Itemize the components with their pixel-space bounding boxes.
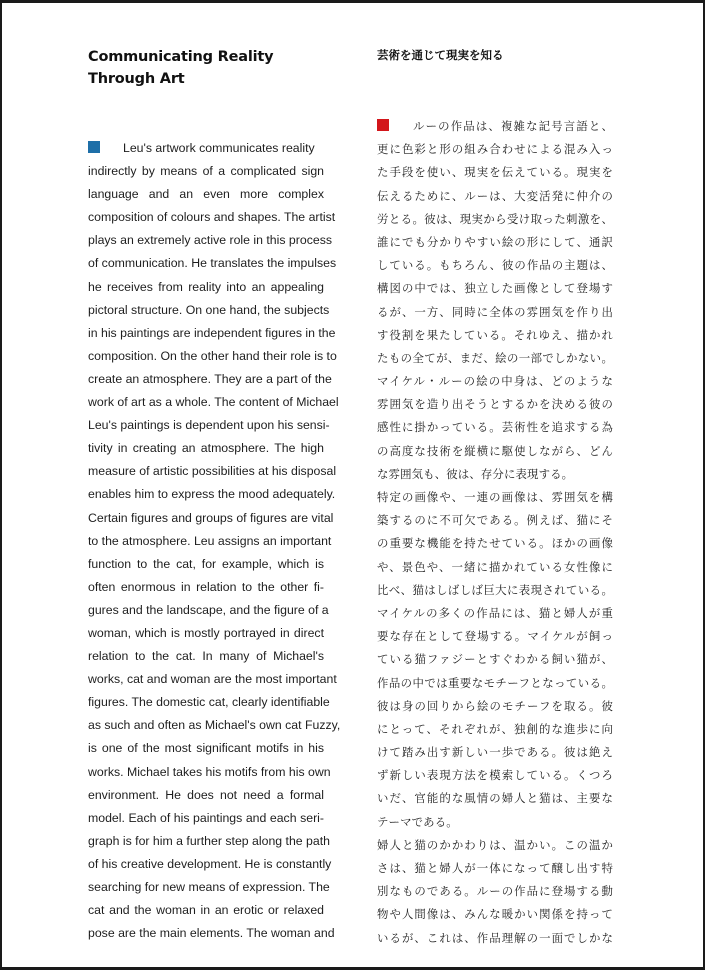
japanese-text-line: 築するのに不可欠である。例えば、猫にそ [377, 513, 613, 528]
english-title-line-1: Communicating Reality [88, 49, 274, 65]
english-text-line: woman, which is mostly portrayed in direct [88, 625, 324, 640]
english-text-line: environment. He does not need a formal [88, 787, 324, 802]
english-text-line: searching for new means of expression. The [88, 880, 330, 894]
english-text-line: works, cat and woman are the most important [88, 672, 337, 687]
blue-square-marker-icon [88, 141, 100, 153]
english-text-line: composition of colours and shapes. The artist [88, 210, 336, 225]
english-text-line: graph is for him a further step along the path [88, 833, 330, 848]
japanese-text-line: の高度な技術を縦横に駆使しながら、どん [377, 443, 613, 458]
japanese-text-line: な雰囲気も、彼は、存分に表現する。 [377, 466, 574, 481]
english-text-line: relation to the cat. In many of Michael's [88, 649, 324, 664]
english-title-line-2: Through Art [88, 71, 185, 87]
english-text-line: measure of artistic possibilities at his disposal [88, 464, 337, 479]
japanese-text-line: たもの全てが、まだ、絵の一部でしかない。 [377, 350, 613, 365]
english-text-line: Certain figures and groups of figures are vital [88, 510, 334, 525]
english-text-line: model. Each of his paintings and each seri- [88, 810, 324, 825]
english-text-line: indirectly by means of a complicated sign [88, 164, 324, 179]
japanese-text-line: している。もちろん、彼の作品の主題は、 [377, 258, 613, 273]
english-text-column [88, 137, 341, 945]
english-text-line: create an atmosphere. They are a part of the [88, 371, 332, 386]
japanese-text-line: や、景色や、一緒に描かれている女性像に [377, 559, 613, 574]
english-text-line: tivity in creating an atmosphere. The high [88, 441, 324, 456]
english-text-line: work of art as a whole. The content of Michael [88, 395, 339, 410]
japanese-text-line: 彼は身の回りから絵のモチーフを取る。彼 [377, 698, 613, 713]
english-text-line: Leu's artwork communicates reality [88, 137, 324, 160]
japanese-text-line: 別なものである。ルーの作品に登場する動 [377, 884, 613, 899]
japanese-text-line: 婦人と猫のかかわりは、温かい。この温か [377, 837, 613, 852]
english-text-line: in his paintings are independent figures in the [88, 325, 336, 340]
english-text-line: he receives from reality into an appealing [88, 279, 324, 294]
english-text-line: enables him to express the mood adequately. [88, 487, 336, 502]
japanese-text-line: 伝えるために、ルーは、大変活発に仲介の [377, 188, 613, 203]
english-text-line: as such and often as Michael's own cat Fuzzy, [88, 718, 341, 733]
english-text-line: pose are the main elements. The woman and [88, 926, 335, 941]
english-text-line: language and an even more complex [88, 187, 324, 202]
japanese-text-line: 特定の画像や、一連の画像は、雰囲気を構 [377, 490, 613, 504]
english-text-line: pictoral structure. On one hand, the subjects [88, 302, 330, 317]
japanese-text-line: 物や人間像は、みんな暖かい関係を持って [377, 907, 613, 922]
english-text-line: composition. On the other hand their role is to [88, 348, 337, 363]
japanese-text-line: 要な存在として登場する。マイケルが飼っ [377, 629, 613, 644]
japanese-text-line: マイケルの多くの作品には、猫と婦人が重 [377, 605, 613, 620]
english-text-line: cat and the woman in an erotic or relaxed [88, 903, 324, 918]
english-text-line: to the atmosphere. Leu assigns an important [88, 533, 332, 548]
japanese-text-line: 誰にでも分かりやすい絵の形にして、通訳 [377, 234, 613, 249]
english-text-line: function to the cat, for example, which is [88, 556, 324, 571]
english-text-line: figures. The domestic cat, clearly identifiable [88, 695, 330, 710]
english-text-line: is one of the most significant motifs in his [88, 741, 324, 756]
japanese-text-line: 比べ、猫はしばしば巨大に表現されている。 [377, 582, 613, 597]
english-text-line: of communication. He translates the impulses [88, 256, 337, 271]
english-title [88, 46, 273, 90]
english-text-line: gures and the landscape, and the figure of a [88, 602, 329, 617]
english-text-line: plays an extremely active role in this process [88, 233, 332, 248]
japanese-title: 芸術を通じて現実を知る [377, 48, 504, 62]
japanese-text-line: 作品の中では重要なモチーフとなっている。 [377, 675, 613, 690]
japanese-text-line: 感性に掛かっている。芸術性を追求する為 [377, 420, 613, 435]
english-text-line: Leu's paintings is dependent upon his sensi- [88, 418, 330, 433]
japanese-text-line: 雰囲気を造り出そうとするかを決める彼の [377, 397, 613, 412]
japanese-text-line: けて踏み出す新しい一歩である。彼は絶え [377, 745, 613, 760]
japanese-text-line: 労とる。彼は、現実から受け取った刺激を、 [377, 211, 613, 226]
japanese-text-column [377, 115, 613, 950]
red-square-marker-icon [377, 119, 389, 131]
japanese-text-line: ルーの作品は、複雑な記号言語と、 [377, 115, 613, 138]
japanese-text-line: す役割を果たしている。それゆえ、描かれ [377, 327, 613, 342]
english-text-line: often enormous in relation to the other fi- [88, 579, 324, 594]
japanese-text-line: にとって、それぞれが、独創的な進歩に向 [377, 721, 613, 736]
english-text-line: of his creative development. He is constantly [88, 856, 332, 871]
japanese-text-line: ず新しい表現方法を模索している。くつろ [377, 768, 613, 783]
japanese-text-line: た手段を使い、現実を伝えている。現実を [377, 165, 613, 180]
japanese-text-line: るが、一方、同時に全体の雰囲気を作り出 [377, 304, 613, 319]
japanese-text-line: テーマである。 [377, 814, 458, 829]
japanese-text-line: いだ、官能的な風情の婦人と猫は、主要な [377, 791, 613, 806]
japanese-text-line: 構図の中では、独立した画像として登場す [377, 281, 613, 296]
english-text-line: works. Michael takes his motifs from his own [88, 764, 331, 779]
japanese-text-line: マイケル・ルーの絵の中身は、どのような [377, 374, 613, 389]
japanese-text-line: 更に色彩と形の組み合わせによる混み入っ [377, 142, 613, 157]
japanese-text-line: さは、猫と婦人が一体になって醸し出す特 [377, 861, 613, 875]
japanese-text-line: いるが、これは、作品理解の一面でしかな [377, 930, 613, 945]
japanese-text-line: の重要な機能を持たせている。ほかの画像 [377, 536, 613, 551]
japanese-text-line: ている猫ファジーとすぐわかる飼い猫が、 [377, 652, 613, 667]
